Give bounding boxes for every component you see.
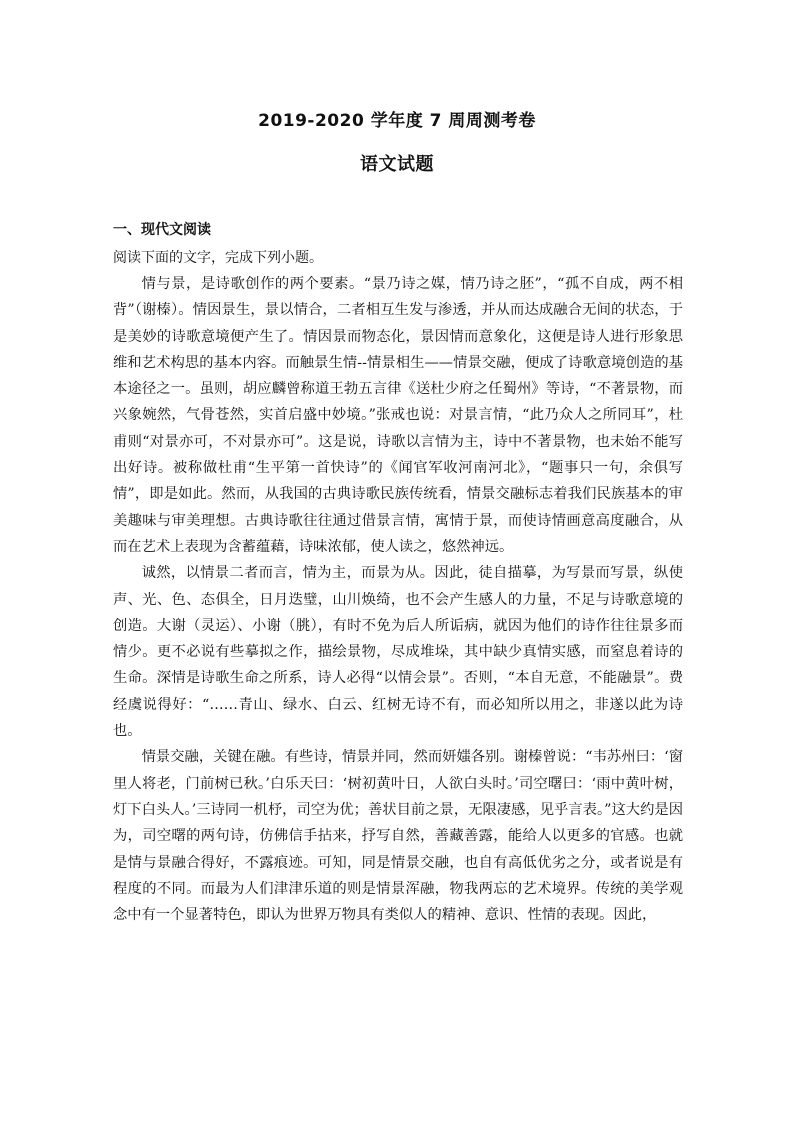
passage-paragraph-1: 情与景，是诗歌创作的两个要素。“景乃诗之媒，情乃诗之胚”，“孤不自成，两不相背”（谢榛）。情因景生，景以情合，二者相互生发与渗透，并从而达成融合无间的状态，于是美妙的诗歌意境便产生了。情因景而物态化，景因情而意象化，这便是诗人进行形象思维和艺术构思的基本内容。而触景生情--情景相生——情景交融，便成了诗歌意境创造的基本途径之一。虽则，胡应麟曾称道王勃五言律《送杜少府之任蜀州》等诗，“不著景物，而兴象婉然，气骨苍然，实首启盛中妙境。”张戒也说：对景言情，“此乃众人之所同耳”，杜甫则“对景亦可，不对景亦可”。这是说，诗歌以言情为主，诗中不著景物，也未始不能写出好诗。被称做杜甫“生平第一首快诗”的《闻官军收河南河北》，“题事只一句，余俱写情”，即是如此。然而，从我国的古典诗歌民族传统看，情景交融标志着我们民族基本的审美趣味与审美理想。古典诗歌往往通过借景言情，寓情于景，而使诗情画意高度融合，从而在艺术上表现为含蓄蕴藉，诗味浓郁，使人读之，悠然神远。 (113, 276, 683, 555)
reading-passage (113, 271, 683, 928)
section-heading: 一、现代文阅读 (113, 222, 211, 238)
section-instruction: 阅读下面的文字，完成下列小题。 (113, 250, 323, 266)
exam-subject: 语文试题 (360, 154, 434, 175)
passage-paragraph-2: 诚然，以情景二者而言，情为主，而景为从。因此，徒自描摹，为写景而写景，纵使声、光、色、态俱全，日月迭璧，山川焕绮，也不会产生感人的力量，不足与诗歌意境的创造。大谢（灵运）、小谢（朓），有时不免为后人所诟病，就因为他们的诗作往往景多而情少。更不必说有些摹拟之作，描绘景物，尽成堆垛，其中缺少真情实感，而窒息着诗的生命。深情是诗歌生命之所系，诗人必得“以情会景”。否则，“本自无意，不能融景”。费经虞说得好：“……青山、绿水、白云、红树无诗不有，而必知所以用之，非遂以此为诗也。 (113, 565, 683, 740)
passage-paragraph-3: 情景交融，关键在融。有些诗，情景并同，然而妍媸各别。谢榛曾说：“韦苏州曰：‘窗里人将老，门前树已秋。’白乐天曰：‘树初黄叶日，人欲白头时。’司空曙曰：‘雨中黄叶树，灯下白头人。’三诗同一机杼，司空为优；善状目前之景，无限凄感，见乎言表。”这大约是因为，司空曙的两句诗，仿佛信手拈来，抒写自然，善藏善露，能给人以更多的官感。也就是情与景融合得好，不露痕迹。可知，同是情景交融，也自有高低优劣之分，或者说是有程度的不同。而最为人们津津乐道的则是情景浑融，物我两忘的艺术境界。传统的美学观念中有一个显著特色，即认为世界万物具有类似人的精神、意识、性情的表现。因此， (113, 749, 683, 924)
exam-title: 2019-2020 学年度 7 周周测考卷 (258, 111, 536, 131)
